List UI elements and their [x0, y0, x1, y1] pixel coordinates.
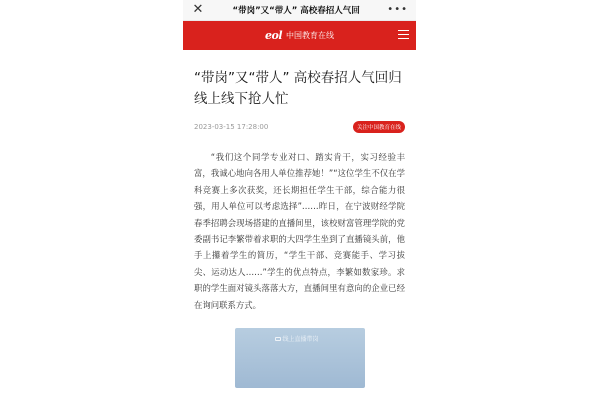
article-body — [194, 149, 405, 313]
video-player[interactable] — [235, 328, 365, 388]
video-label — [275, 334, 319, 343]
window-title: “带岗”又“带人” 高校春招人气回 — [232, 6, 360, 16]
article-paragraph: “我们这个同学专业对口、踏实肯干，实习经验丰富，我诚心地向各用人单位推荐她！”“这位学生不仅在学科竞赛上多次获奖，还长期担任学生干部，综合能力很强，用人单位可以考虑选择”……昨日，在宁波财经学院春季招聘会现场搭建的直播间里，该校财富管理学院的党委副书记李繁带着求职的大四学生坐到了直播镜头前，他手上攥着学生的简历，“学生干部、竞赛能手、学习拔尖、运动达人……”学生的优点特点，李繁如数家珍。求职的学生面对镜头落落大方，直播间里有意向的企业已经在询问联系方式。 — [194, 152, 405, 310]
brand-name: 中国教育在线 — [286, 31, 334, 40]
publish-date: 2023-03-15 17:28:00 — [194, 123, 269, 131]
camera-icon — [275, 337, 281, 341]
brand-header — [183, 21, 416, 50]
video-label-text: 线上直播带岗 — [282, 336, 319, 344]
eol-logo-icon: eol — [264, 29, 282, 42]
article-headline: “带岗”又“带人” 高校春招人气回归线上线下抢人忙 — [194, 70, 402, 107]
phone-viewport — [183, 0, 416, 400]
hamburger-menu-icon[interactable] — [398, 30, 409, 39]
brand-logo[interactable] — [265, 29, 334, 42]
follow-button[interactable]: 关注中国教育在线 — [353, 121, 405, 133]
more-dots-icon[interactable]: ••• — [387, 4, 408, 15]
article-meta — [194, 121, 405, 133]
article — [183, 68, 416, 388]
close-icon[interactable]: ✕ — [192, 2, 204, 17]
window-titlebar — [183, 0, 416, 21]
